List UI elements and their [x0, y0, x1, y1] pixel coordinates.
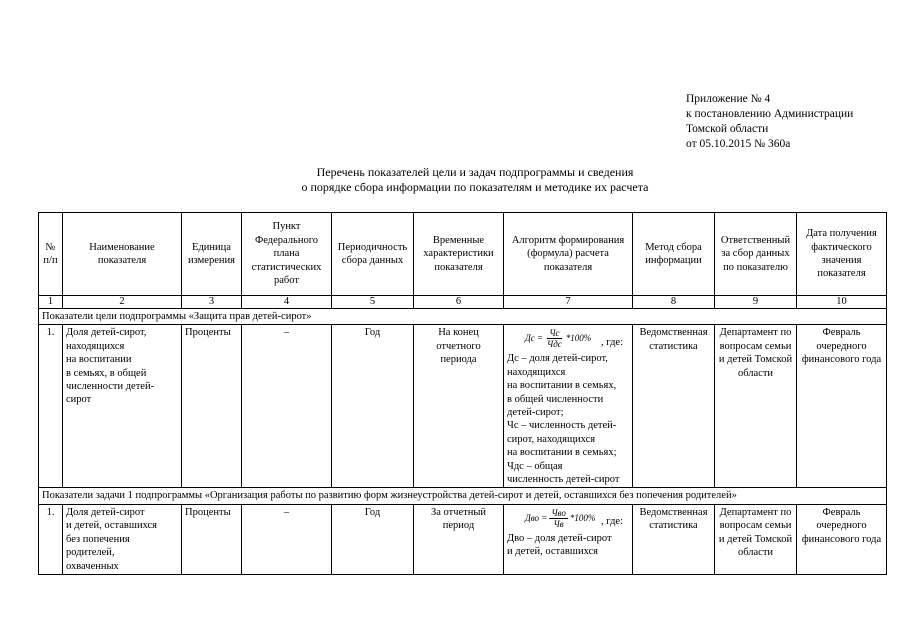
text-line: детей-сирот;	[507, 407, 564, 419]
section-heading-goal: Показатели цели подпрограммы «Защита прав детей-сирот»	[39, 309, 887, 325]
periodicity: Год	[332, 325, 414, 488]
formula-denominator: Чв	[553, 518, 564, 529]
appendix-line: Томской области	[686, 123, 769, 135]
formula-fraction	[549, 508, 568, 529]
collection-method: Ведомственная статистика	[633, 504, 715, 574]
header-date: Дата получения фактического значения показателя	[797, 213, 887, 296]
text-line: численность детей-сирот	[507, 474, 620, 486]
column-number: 8	[633, 296, 715, 309]
formula-denominator: Чдс	[547, 339, 562, 350]
time-characteristics: На конец отчетного периода	[414, 325, 504, 488]
unit: Проценты	[182, 504, 242, 574]
text-line: охваченных	[66, 560, 119, 572]
formula	[525, 328, 629, 349]
text-line: на воспитании в семьях;	[507, 447, 617, 459]
column-number: 3	[182, 296, 242, 309]
header-period: Периодичность сбора данных	[332, 213, 414, 296]
text-line: Дво – доля детей-сирот	[507, 532, 612, 544]
row-number: 1.	[39, 504, 63, 574]
column-number: 7	[504, 296, 633, 309]
text-line: на воспитании	[66, 354, 132, 366]
document-title	[240, 165, 710, 195]
formula-multiplier: *100%	[565, 333, 592, 344]
formula-where: , где:	[601, 516, 623, 528]
periodicity: Год	[332, 504, 414, 574]
header-algorithm: Алгоритм формирования (формула) расчета показателя	[504, 213, 633, 296]
federal-plan-item: –	[242, 504, 332, 574]
text-line: сирот	[66, 394, 92, 406]
text-line: на воспитании в семьях,	[507, 380, 617, 392]
text-line: родителей,	[66, 547, 115, 559]
appendix-header	[686, 92, 853, 152]
text-line: находящихся	[66, 340, 125, 352]
section-row	[39, 488, 887, 504]
actual-value-date: Февраль очередного финансового года	[797, 325, 887, 488]
column-number: 2	[63, 296, 182, 309]
formula-numerator: Чс	[549, 328, 560, 339]
formula-lhs: Дво =	[525, 512, 548, 523]
text-line: сирот, находящихся	[507, 433, 596, 445]
formula-lhs: Дс =	[525, 333, 544, 344]
text-line: в общей численности	[507, 393, 604, 405]
text-line: Дс – доля детей-сирот,	[507, 353, 608, 365]
title-line: о порядке сбора информации по показателям и методике их расчета	[301, 180, 649, 194]
actual-value-date: Февраль очередного финансового года	[797, 504, 887, 574]
unit: Проценты	[182, 325, 242, 488]
formula	[525, 508, 629, 529]
header-num: № п/п	[39, 213, 63, 296]
column-number: 6	[414, 296, 504, 309]
header-federal: Пункт Федерального плана статистических работ	[242, 213, 332, 296]
header-method: Метод сбора информации	[633, 213, 715, 296]
column-number-row	[39, 296, 887, 309]
text-line: численности детей-	[66, 381, 155, 393]
column-number: 9	[715, 296, 797, 309]
formula-multiplier: *100%	[569, 512, 596, 523]
title-line: Перечень показателей цели и задач подпрограммы и сведения	[316, 165, 634, 179]
responsible: Департамент по вопросам семьи и детей Томской области	[715, 504, 797, 574]
text-line: находящихся	[507, 366, 566, 378]
column-number: 1	[39, 296, 63, 309]
formula-numerator: Чво	[551, 507, 566, 518]
table-row	[39, 504, 887, 574]
text-line: Чдс – общая	[507, 460, 563, 472]
table-row	[39, 325, 887, 488]
collection-method: Ведомственная статистика	[633, 325, 715, 488]
section-heading-task-1: Показатели задачи 1 подпрограммы «Организация работы по развитию форм жизнеустройства детей-сирот и детей, оставшихся без попечения родителей»	[39, 488, 887, 504]
header-row	[39, 213, 887, 296]
text-line: Доля детей-сирот	[66, 506, 145, 518]
indicator-name	[63, 504, 182, 574]
header-time: Временные характеристики показателя	[414, 213, 504, 296]
column-number: 5	[332, 296, 414, 309]
row-number: 1.	[39, 325, 63, 488]
indicator-name	[63, 325, 182, 488]
appendix-line: Приложение № 4	[686, 93, 771, 105]
appendix-line: от 05.10.2015 № 360а	[686, 138, 791, 150]
text-line: и детей, оставшихся	[66, 520, 158, 532]
header-responsible: Ответственный за сбор данных по показателю	[715, 213, 797, 296]
appendix-line: к постановлению Администрации	[686, 108, 854, 120]
header-unit: Единица измерения	[182, 213, 242, 296]
section-row	[39, 309, 887, 325]
indicators-table	[38, 212, 887, 575]
text-line: в семьях, в общей	[66, 367, 147, 379]
text-line: Доля детей-сирот,	[66, 327, 147, 339]
formula-fraction	[545, 328, 564, 349]
algorithm	[504, 504, 633, 574]
formula-where: , где:	[601, 337, 623, 348]
column-number: 4	[242, 296, 332, 309]
algorithm	[504, 325, 633, 488]
text-line: и детей, оставшихся	[507, 546, 599, 558]
text-line: без попечения	[66, 533, 130, 545]
responsible: Департамент по вопросам семьи и детей Томской области	[715, 325, 797, 488]
header-name: Наименование показателя	[63, 213, 182, 296]
column-number: 10	[797, 296, 887, 309]
federal-plan-item: –	[242, 325, 332, 488]
text-line: Чс – численность детей-	[507, 420, 617, 432]
time-characteristics: За отчетный период	[414, 504, 504, 574]
